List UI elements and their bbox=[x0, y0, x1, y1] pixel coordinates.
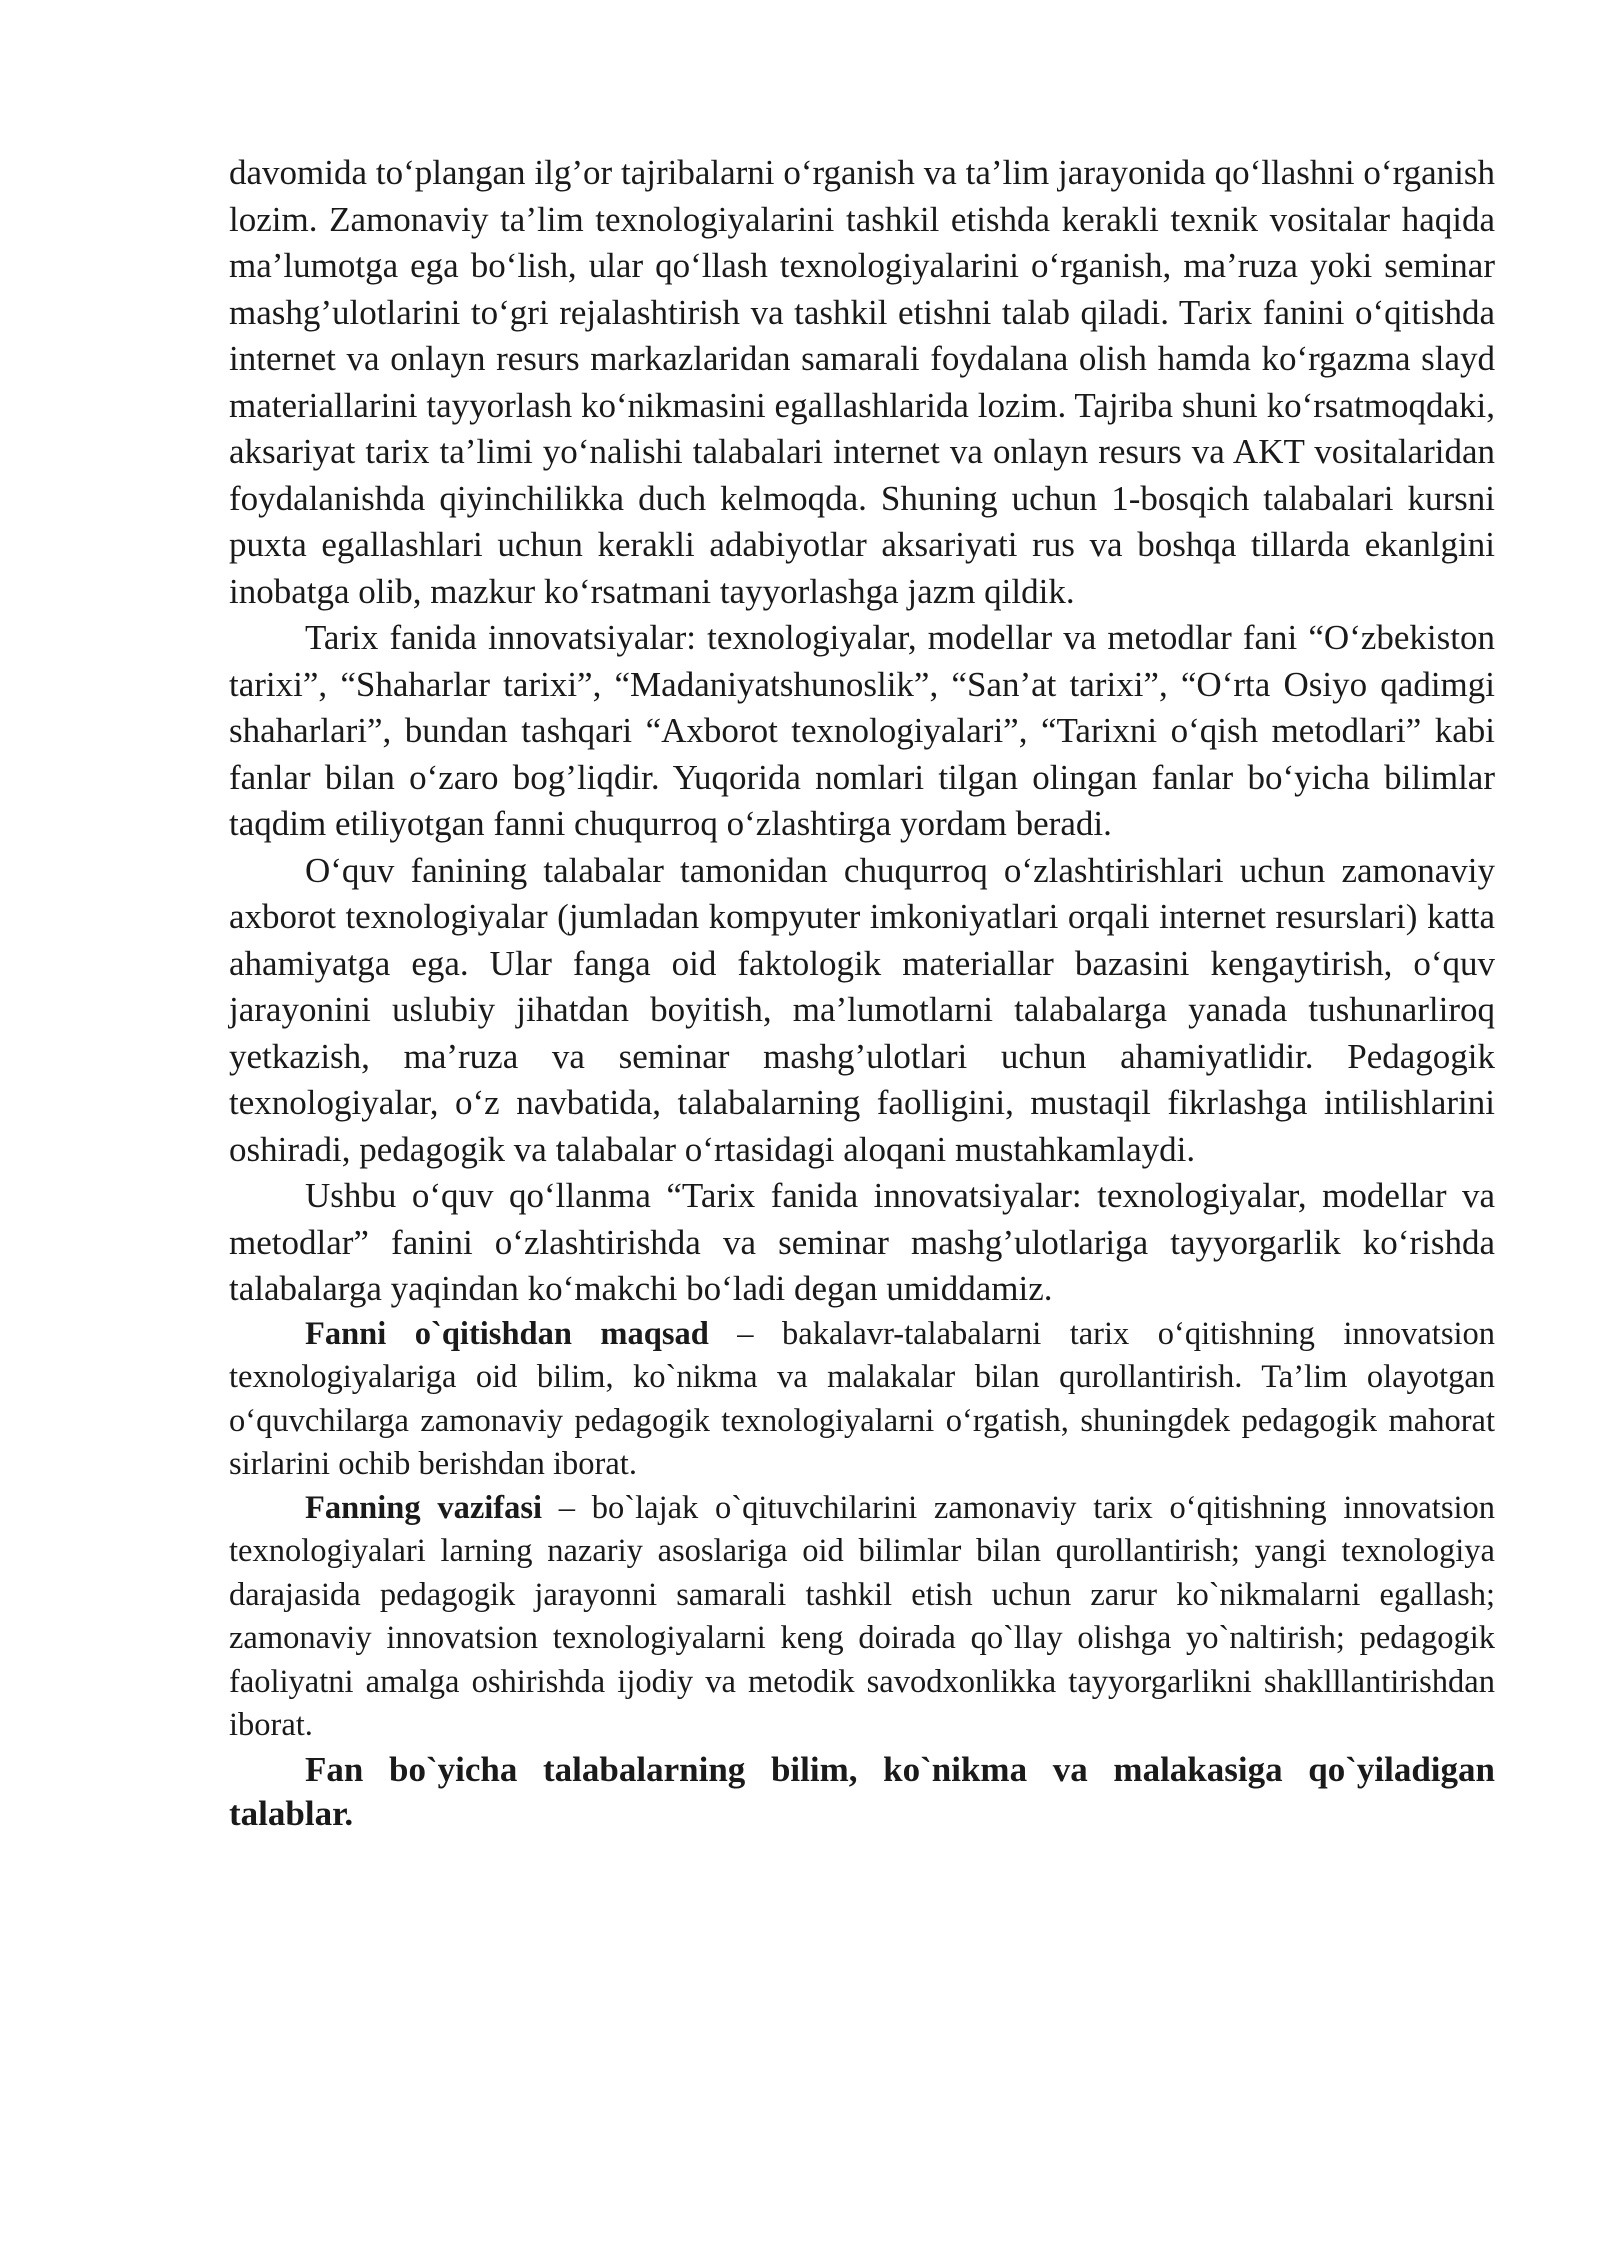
paragraph-course-tasks bbox=[229, 1487, 1495, 1748]
course-goal-heading: Fanni o`qitishdan maqsad bbox=[305, 1315, 709, 1352]
paragraph-information-technologies: O‘quv fanining talabalar tamonidan chuqurroq o‘zlashtirishlari uchun zamonaviy axborot texnologiyalar (jumladan kompyuter imkoniyatlari orqali internet resurslari) katta ahamiyatga ega. Ular fanga oid faktologik materiallar bazasini kengaytirish, o‘quv jarayonini uslubiy jihatdan boyitish, ma’lumotlarni talabalarga yanada tushunarliroq yetkazish, ma’ruza va seminar mashg’ulotlari uchun ahamiyatlidir. Pedagogik texnologiyalar, o‘z navbatida, talabalarning faolligini, mustaqil fikrlashga intilishlarini oshiradi, pedagogik va talabalar o‘rtasidagi aloqani mustahkamlaydi. bbox=[229, 850, 1495, 1169]
course-goal-text: – bakalavr-talabalarni tarix o‘qitishning innovatsion texnologiyalariga oid bilim, ko`nikma va malakalar bilan qurollantirish. Ta’lim olayotgan o‘quvchilarga zamonaviy pedagogik texnologiyalarni o‘rgatish, shuningdek pedagogik mahorat sirlarini ochib berishdan iborat. bbox=[229, 1315, 1495, 1482]
paragraph-intro-continuation: davomida to‘plangan ilg’or tajribalarni o‘rganish va ta’lim jarayonida qo‘llashni o‘rganish lozim. Zamonaviy ta’lim texnologiyalarini tashkil etishda kerakli texnik vositalar haqida ma’lumotga ega bo‘lish, ular qo‘llash texnologiyalarini o‘rganish, ma’ruza yoki seminar mashg’ulotlarini to‘gri rejalashtirish va tashkil etishni talab qiladi. Tarix fanini o‘qitishda internet va onlayn resurs markazlaridan samarali foydalana olish hamda ko‘rgazma slayd materiallarini tayyorlash ko‘nikmasini egallashlarida lozim. Tajriba shuni ko‘rsatmoqdaki, aksariyat tarix ta’limi yo‘nalishi talabalari internet va onlayn resurs va AKT vositalaridan foydalanishda qiyinchilikka duch kelmoqda. Shuning uchun 1-bosqich talabalari kursni puxta egallashlari uchun kerakli adabiyotlar aksariyati rus va boshqa tillarda ekanlgini inobatga olib, mazkur ko‘rsatmani tayyorlashga jazm qildik. bbox=[229, 153, 1495, 611]
paragraph-course-goal bbox=[229, 1313, 1495, 1487]
paragraph-manual-purpose: Ushbu o‘quv qo‘llanma “Tarix fanida innovatsiyalar: texnologiyalar, modellar va metodlar” fanini o‘zlashtirishda va seminar mashg’ulotlariga tayyorgarlik ko‘rishda talabalarga yaqindan ko‘makchi bo‘ladi degan umiddamiz. bbox=[229, 1176, 1495, 1308]
document-page bbox=[229, 150, 1495, 1836]
section-heading-requirements: Fan bo`yicha talabalarning bilim, ko`nikma va malakasiga qo`yiladigan talablar. bbox=[229, 1749, 1495, 1833]
course-tasks-text: – bo`lajak o`qituvchilarini zamonaviy tarix o‘qitishning innovatsion texnologiyalari larning nazariy asoslariga oid bilimlar bilan qurollantirish; yangi texnologiya darajasida pedagogik jarayonni samarali tashkil etish uchun zarur ko`nikmalarni egallash; zamonaviy innovatsion texnologiyalarni keng doirada qo`llay olishga yo`naltirish; pedagogik faoliyatni amalga oshirishda ijodiy va metodik savodxonlikka tayyorgarlikni shaklllantirishdan iborat. bbox=[229, 1489, 1496, 1743]
paragraph-related-subjects: Tarix fanida innovatsiyalar: texnologiyalar, modellar va metodlar fani “O‘zbekiston tarixi”, “Shaharlar tarixi”, “Madaniyatshunoslik”, “San’at tarixi”, “O‘rta Osiyo qadimgi shaharlari”, bundan tashqari “Axborot texnologiyalari”, “Tarixni o‘qish metodlari” kabi fanlar bilan o‘zaro bog’liqdir. Yuqorida nomlari tilgan olingan fanlar bo‘yicha bilimlar taqdim etiliyotgan fanni chuqurroq o‘zlashtirga yordam beradi. bbox=[229, 618, 1495, 843]
course-tasks-heading: Fanning vazifasi bbox=[305, 1489, 543, 1526]
